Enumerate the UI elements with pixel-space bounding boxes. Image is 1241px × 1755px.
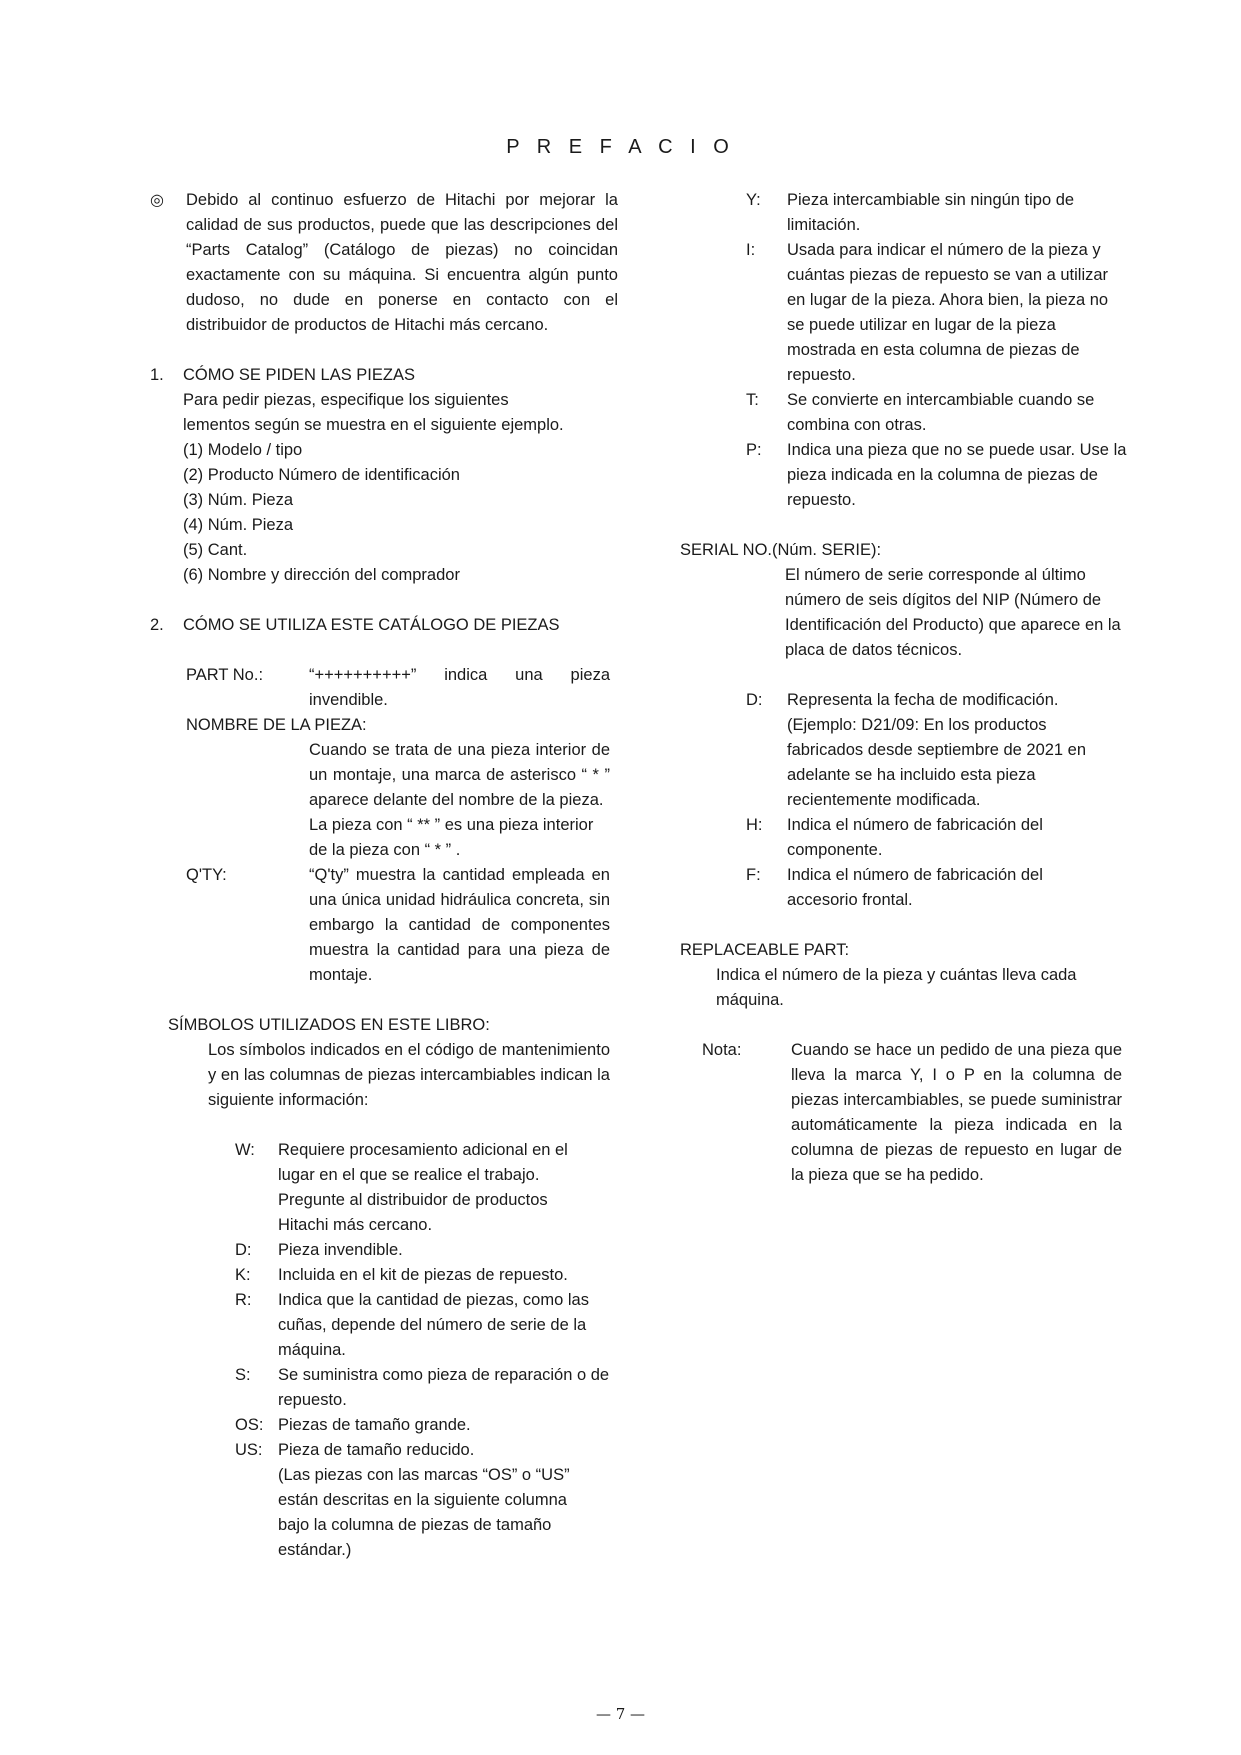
intro-paragraph [150, 188, 620, 338]
section-2-number: 2. [150, 616, 164, 634]
symbol-text: Incluida en el kit de piezas de repuesto. [278, 1266, 568, 1284]
symbol-key: I: [746, 241, 756, 259]
symbol-key: W: [235, 1141, 255, 1159]
symbol-entry [680, 813, 1130, 863]
symbol-entry [150, 1288, 620, 1363]
symbol-text: Indica una pieza que no se puede usar. Use la pieza indicada en la columna de piezas de repuesto. [787, 441, 1127, 509]
symbol-key: US: [235, 1441, 263, 1459]
part-name-entry [186, 738, 620, 863]
symbols-intro: Los símbolos indicados en el código de mantenimiento y en las columnas de piezas intercambiables indican la siguiente información: [208, 1041, 610, 1109]
symbol-text: Pieza intercambiable sin ningún tipo de limitación. [787, 191, 1075, 234]
part-name-text-2: La pieza con “ ** ” es una pieza interior de la pieza con “ * ” . [309, 816, 594, 859]
section-1-heading [150, 363, 620, 388]
symbol-text: Pieza de tamaño reducido. [278, 1441, 475, 1459]
symbol-entry [680, 688, 1130, 813]
symbols-intro-wrap [150, 1038, 620, 1113]
nota-entry [680, 1038, 1130, 1188]
symbol-entry [680, 863, 1130, 913]
symbol-entry [680, 388, 1130, 438]
section-1-number: 1. [150, 366, 164, 384]
symbol-entry [150, 1363, 620, 1413]
section-1-body [150, 388, 620, 588]
symbol-entry [680, 438, 1130, 513]
replaceable-heading: REPLACEABLE PART: [680, 941, 850, 959]
qty-text: “Q'ty” muestra la cantidad empleada en una única unidad hidráulica concreta, sin embargo la cantidad de componentes muestra la cantidad para una pieza de montaje. [309, 866, 610, 984]
symbol-text: Se suministra como pieza de reparación o de repuesto. [278, 1366, 610, 1409]
part-no-text: “++++++++++” indica una pieza invendible. [309, 666, 610, 709]
part-no-entry [186, 663, 620, 713]
symbol-text: Piezas de tamaño grande. [278, 1416, 471, 1434]
section-2-title: CÓMO SE UTILIZA ESTE CATÁLOGO DE PIEZAS [183, 616, 560, 634]
double-circle-icon: ◎ [150, 192, 164, 209]
nota-text: Cuando se hace un pedido de una pieza que lleva la marca Y, I o P en la columna de piezas intercambiables, se puede suministrar automáticamente la pieza indicada en la columna de piezas de repuesto en lugar de la pieza que se ha pedido. [791, 1041, 1122, 1184]
symbol-key: D: [746, 691, 763, 709]
symbol-key: D: [235, 1241, 252, 1259]
part-name-label: NOMBRE DE LA PIEZA: [186, 716, 367, 734]
symbol-text: Requiere procesamiento adicional en el lugar en el que se realice el trabajo. Pregunte al distribuidor de productos Hitachi más cercano. [278, 1141, 568, 1234]
symbol-entry [680, 188, 1130, 238]
symbol-key: R: [235, 1291, 252, 1309]
list-item: (1) Modelo / tipo [183, 441, 303, 459]
symbol-key: K: [235, 1266, 251, 1284]
replaceable-text: Indica el número de la pieza y cuántas lleva cada máquina. [716, 966, 1077, 1009]
qty-label: Q'TY: [186, 866, 227, 884]
serial-text: El número de serie corresponde al último número de seis dígitos del NIP (Número de Identificación del Producto) que aparece en la placa de datos técnicos. [785, 566, 1121, 659]
page-number: — 7 — [595, 1705, 646, 1723]
symbol-key: P: [746, 441, 762, 459]
symbol-text: Indica el número de fabricación del accesorio frontal. [787, 866, 1043, 909]
symbols-note: (Las piezas con las marcas “OS” o “US” están descritas en la siguiente columna bajo la columna de piezas de tamaño estándar.) [278, 1466, 570, 1559]
nota-label: Nota: [702, 1041, 742, 1059]
list-item: (2) Producto Número de identificación [183, 466, 460, 484]
symbol-text: Indica que la cantidad de piezas, como las cuñas, depende del número de serie de la máquina. [278, 1291, 589, 1359]
symbol-entry [150, 1138, 620, 1238]
symbol-text: Representa la fecha de modificación. (Ejemplo: D21/09: En los productos fabricados desde septiembre de 2021 en adelante se ha incluido esta pieza recientemente modificada. [787, 691, 1087, 809]
intro-text: Debido al continuo esfuerzo de Hitachi por mejorar la calidad de sus productos, puede que las descripciones del “Parts Catalog” (Catálogo de piezas) no coincidan exactamente con su máquina. Si encuentra algún punto dudoso, no dude en ponerse en contacto con el distribuidor de productos de Hitachi más cercano. [186, 191, 618, 334]
section-2-heading [150, 613, 620, 638]
symbol-entry [150, 1413, 620, 1438]
left-column [150, 188, 620, 1563]
part-name-text: Cuando se trata de una pieza interior de un montaje, una marca de asterisco “ * ” aparece delante del nombre de la pieza. [309, 741, 610, 809]
part-no-label: PART No.: [186, 666, 264, 684]
list-item: (4) Núm. Pieza [183, 516, 294, 534]
symbol-key: OS: [235, 1416, 264, 1434]
symbol-key: F: [746, 866, 761, 884]
symbol-text: Usada para indicar el número de la pieza y cuántas piezas de repuesto se van a utilizar en lugar de la pieza. Ahora bien, la pieza no se puede utilizar en lugar de la pieza mostrada en esta columna de piezas de repuesto. [787, 241, 1109, 384]
symbol-key: S: [235, 1366, 251, 1384]
symbol-text: Pieza invendible. [278, 1241, 403, 1259]
symbol-text: Se convierte en intercambiable cuando se combina con otras. [787, 391, 1095, 434]
right-column [680, 188, 1130, 1188]
list-item: (3) Núm. Pieza [183, 491, 294, 509]
symbol-entry [150, 1238, 620, 1263]
symbol-key: H: [746, 816, 763, 834]
page-title: P R E F A C I O [506, 136, 735, 158]
symbol-entry [150, 1438, 620, 1463]
section-1-intro: Para pedir piezas, especifique los siguientes lementos según se muestra en el siguiente ejemplo. [183, 391, 564, 434]
symbol-entry [150, 1263, 620, 1288]
section-1-title: CÓMO SE PIDEN LAS PIEZAS [183, 366, 415, 384]
symbol-text: Indica el número de fabricación del componente. [787, 816, 1043, 859]
symbols-note-wrap [150, 1463, 620, 1563]
section-2-body [150, 663, 620, 988]
symbols-list [150, 1138, 620, 1563]
list-item: (5) Cant. [183, 541, 248, 559]
list-item: (6) Nombre y dirección del comprador [183, 566, 460, 584]
symbol-key: Y: [746, 191, 761, 209]
qty-entry [186, 863, 620, 988]
serial-heading: SERIAL NO.(Núm. SERIE): [680, 541, 882, 559]
symbols-heading: SÍMBOLOS UTILIZADOS EN ESTE LIBRO: [168, 1016, 490, 1034]
symbol-entry [680, 238, 1130, 388]
replaceable-text-wrap [680, 963, 1130, 1013]
symbol-key: T: [746, 391, 759, 409]
